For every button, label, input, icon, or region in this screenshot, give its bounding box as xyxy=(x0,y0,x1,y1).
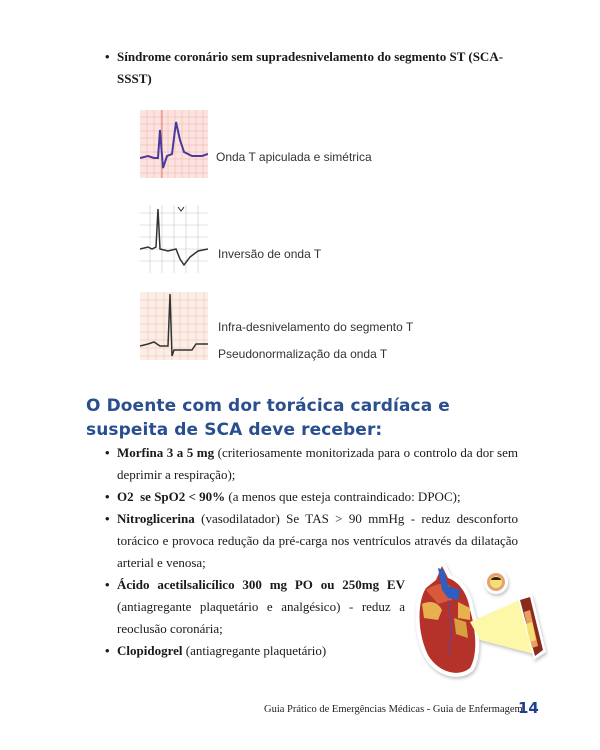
list-item-text xyxy=(105,640,405,662)
list-item-text xyxy=(105,442,518,486)
list-item-text xyxy=(105,486,518,508)
bullet-dot: • xyxy=(105,489,110,504)
ecg-peaked-t-wave-icon xyxy=(140,110,208,178)
top-bullet xyxy=(105,46,525,90)
item-desc: (antiagregante plaquetário e analgésico) - reduz a reoclusão coronária; xyxy=(117,599,405,636)
item-desc: (vasodilatador) Se TAS > 90 mmHg - reduz desconforto torácico e provoca redução da pré-carga nos ventrículos através da dilatação arterial e venosa; xyxy=(117,511,518,570)
bullet-dot: • xyxy=(105,511,110,526)
list-item xyxy=(105,640,405,662)
ecg-label-st-depression: Infra-desnivelamento do segmento T xyxy=(218,320,414,334)
page-number: 14 xyxy=(518,699,539,717)
ecg-label-pseudonormalization: Pseudonormalização da onda T xyxy=(218,347,388,361)
list-item-text xyxy=(105,574,405,640)
ecg-label-peaked-t: Onda T apiculada e simétrica xyxy=(216,150,372,164)
item-bold: O2 se SpO2 < 90% xyxy=(117,489,226,504)
bullet-dot: • xyxy=(105,577,110,592)
item-bold: Clopidogrel xyxy=(117,643,183,658)
ecg-st-depression-icon xyxy=(140,292,208,360)
ecg-t-wave-inversion-icon xyxy=(140,205,208,273)
bullet-dot: • xyxy=(105,643,110,658)
list-item xyxy=(105,574,405,640)
list-item xyxy=(105,442,518,486)
heart-coronary-artery-icon xyxy=(408,560,573,685)
ecg-label-t-inversion: Inversão de onda T xyxy=(218,247,322,261)
bullet-dot: • xyxy=(105,49,110,64)
item-bold: Nitroglicerina xyxy=(117,511,195,526)
item-desc: (antiagregante plaquetário) xyxy=(182,643,327,658)
item-bold: Morfina 3 a 5 mg xyxy=(117,445,215,460)
top-bullet-text: Síndrome coronário sem supradesnivelamento do segmento ST (SCA-SSST) xyxy=(117,49,504,86)
item-bold: Ácido acetilsalicílico 300 mg PO ou 250mg EV xyxy=(117,577,405,592)
item-desc: (criteriosamente monitorizada para o controlo da dor sem deprimir a respiração); xyxy=(117,445,518,482)
list-item xyxy=(105,486,518,508)
footer-text: Guia Prático de Emergências Médicas - Guia de Enfermagem xyxy=(264,704,523,715)
bullet-dot: • xyxy=(105,445,110,460)
section-heading: O Doente com dor torácica cardíaca e suspeita de SCA deve receber: xyxy=(86,396,450,440)
item-desc: (a menos que esteja contraindicado: DPOC); xyxy=(225,489,461,504)
